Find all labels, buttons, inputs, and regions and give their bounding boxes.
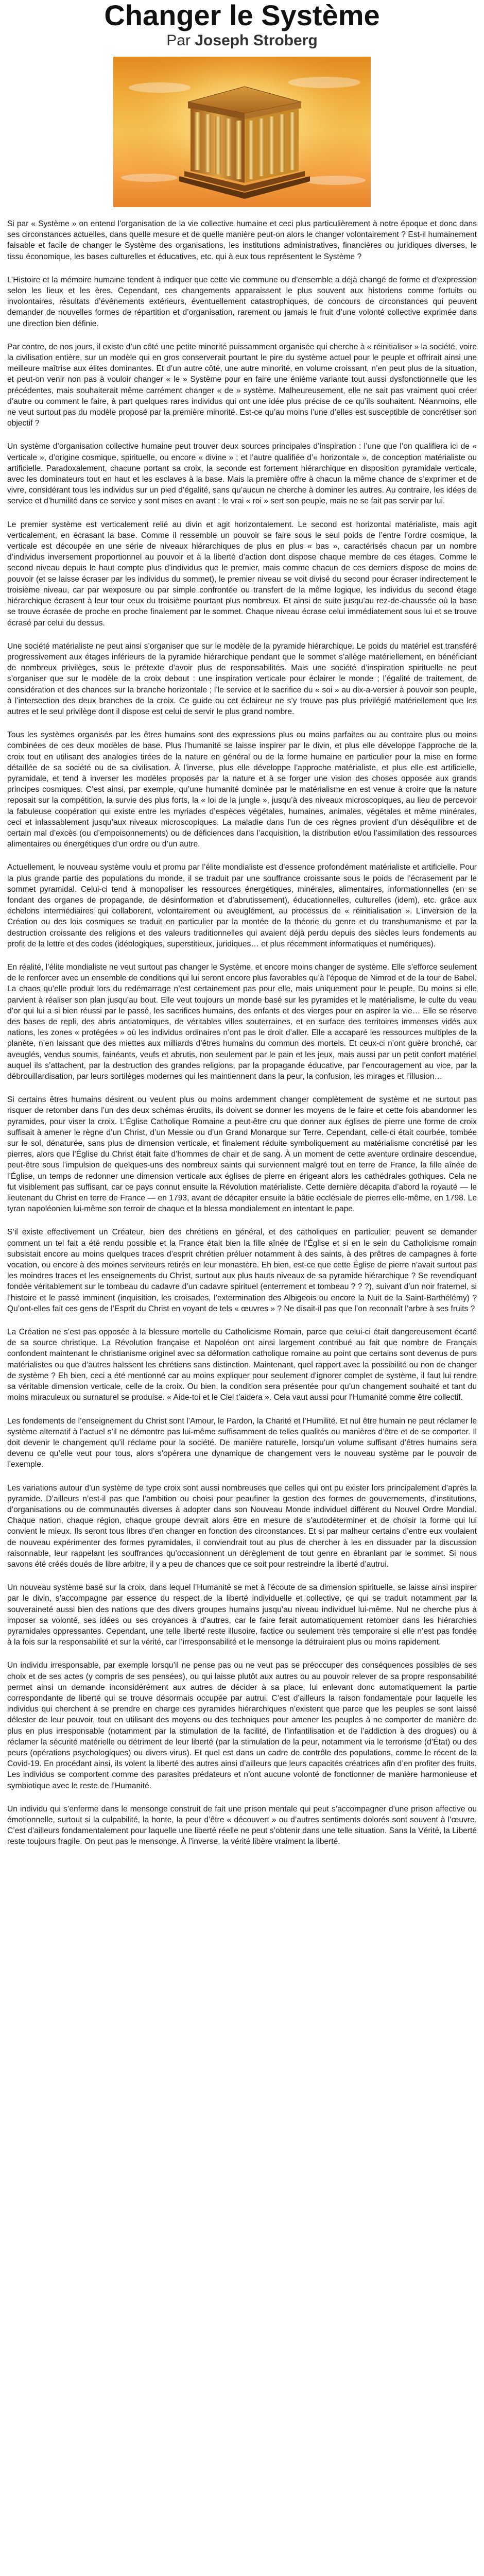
paragraph: Un individu irresponsable, par exemple lorsqu’il ne pense pas ou ne veut pas se préoccuper des conséquences possibles de ses choix et de ses actes (y compris de ses pensées), ou qui laisse plutôt aux autres ou au pouvoir relever de sa propre responsabilité permet ainsi un demande inconsidérément aux autres de décider à sa place, lui enlevant donc automatiquement la partie correspondante de liberté qui se trouve désormais occupée par autrui. C’est d’ailleurs la raison fondamentale pour laquelle les individus qui cherchent à se prendre en charge ces pyramides hiérarchiques n’existent que parce que les peuples se sont laissé délester de leur pouvoir, tout en utilisant des moyens ou des techniques pour amener les peuples à ne comporter de manière de plus en plus irresponsable (notamment par la stimulation de la facilité, de l’infantilisation et de l’addiction à des drogues) ou à réclamer la sécurité matérielle ou détriment de leur liberté (par la stimulation de la peur, notamment via le terrorisme (d’État) ou des peurs (opérations psychologiques) ou divers virus). Et quel est dans un cadre de contrôle des populations, comme le récent de la Covid-19. En procédant ainsi, ils volent la liberté des autres ainsi d’ailleurs que leurs capacités créatrices afin d’en profiter des fruits. Les individus se comportent comme des parasites prédateurs et n’ont aucune volonté de fonctionner de manière harmonieuse et symbiotique avec le reste de l’Humanité. [7,1661,477,1790]
paragraph: Les fondements de l’enseignement du Christ sont l’Amour, le Pardon, la Charité et l’Humilité. Et nul être humain ne peut réclamer le système alternatif à l’actuel s’il ne démontre pas lui-même suffisamment de telles qualités ou manières d’être et de se comporter. Il doit devenir le changement qu’il réclame pour la société. De manière naturelle, lorsqu’un volume suffisant d’êtres humains sera devenu ce qu’elle veut pour tous, alors s’opérera une dynamique de changement vers le nouveau système par le pouvoir de l’exemple. [7,1416,477,1469]
article-byline [7,32,477,49]
paragraph: Si certains êtres humains désirent ou veulent plus ou moins ardemment changer complètement de système et ne surtout pas risquer de retomber dans l’un des deux schémas érudits, ils doivent se donner les moyens de le faire et cette fois abandonner les pyramides, pour viser la croix. L’Église Catholique Romaine a peut-être cru que donner aux églises de pierre une forme de croix suffisait à amener le règne d’un Christ, d’un Messie ou d’un Grand Monarque sur Terre. Cependant, celle-ci était courbée, tombée sur le sol, dénaturée, sans plus de dimension verticale, et finalement réduite symboliquement au matérialisme concrétisé par les pierres, alors que l’Église du Christ était faite d’hommes de chair et de sang. À un moment de cette aventure ordinaire descendue, peut-être sous l’impulsion de quelques-uns des nombreux saints qui surviennent malgré tout en terre de France, la fille aînée de l’Église, un temps de redonner une dimension verticale aux églises de pierre en érigeant alors les cathédrales gothiques. Cela ne fut visiblement pas suffisant, car ce pays connut ensuite la Révolution matérialiste. Cette dernière décapita d’abord la royauté — le lieutenant du Christ en terre de France — en 1793, avant de décapiter ensuite la bâtie ecclésiale de pierres elle-même, en 1798. Le tyran napoléonien lui-même son terroir de chaque et la blessa mondialement en intentant le pape. [7,1095,477,1214]
paragraph: Tous les systèmes organisés par les êtres humains sont des expressions plus ou moins parfaites ou au contraire plus ou moins combinées de ces deux modèles de base. Plus l’humanité se laisse inspirer par le divin, et plus elle développe l’approche de la croix tout en utilisant des analogies tirées de la nature en général ou de la forme humaine en particulier pour la mise en forme détaillée de sa société ou de sa civilisation. À l’inverse, plus elle développe l’approche matérialiste, et plus elle est artificielle, pyramidale, et tend à inverser les modèles proposés par la nature et à se forger une vision des choses opposée aux grands principes cosmiques. C’est ainsi, par exemple, qu’une humanité dominée par le matérialisme en est venue à croire que la nature reposait sur la compétition, la survie des plus forts, la « loi de la jungle », jusqu’à des niveaux microscopiques, au lieu de percevoir la fabuleuse coopération qui existe entre les myriades d’espèces végétales, humaines, animales, végétales et même minérales, ceci et inlassablement jusqu’aux niveaux microscopiques. La maladie dans l’un de ces règnes provient d’un déséquilibre et de certain mal d’excès (ou d’empoisonnements) ou de déficiences dans l’acquisition, la distribution et/ou l’assimilation des ressources alimentaires ou énergétiques d’un ordre ou d’un autre. [7,731,477,849]
byline-prefix: Par [166,32,191,49]
paragraph: En réalité, l’élite mondialiste ne veut surtout pas changer le Système, et encore moins changer de système. Elle s’efforce seulement de le renforcer avec un ensemble de conditions qui lui seront encore plus favorables qu’à l’époque de Nimrod et de la tour de Babel. La chaos qu’elle produit lors du redémarrage n’est certainement pas pour elle, mais uniquement pour le peuple. Du moins si elle parvient à réaliser son plan jusqu’au bout. Elle veut toujours un monde basé sur les pyramides et le matérialisme, le culte du veau d’or qui lui a si bien réussi par le passé, les sacrifices humains, des enfants et des vierges pour en aspirer la vie… Elle se réserve des bases de repli, des abris antiatomiques, de véritables villes souterraines, et en surface des territoires immenses vidés aux nations, les zones « protégées » où les individus ordinaires n’ont pas le droit d’aller. Elle a accaparé les ressources multiples de la planète, n’en laissant que des miettes aux milliards d’êtres humains du commun des mortels. Et ceux-ci n’ont guère bronché, car aveuglés, vendus soumis, fainéants, veufs et abrutis, non seulement par le pain et les jeux, mais aussi par un petit confort matériel auquel ils s’attachent, par la destruction des grandes religions, par la propagande éducative, par l’encouragement au vice, par la débrouillardisation, par leurs sortilèges modernes qui les maintiennent dans la peur, la confusion, les mirages et l’illusion… [7,962,477,1081]
paragraph: Un nouveau système basé sur la croix, dans lequel l’Humanité se met à l’écoute de sa dimension spirituelle, se laisse ainsi inspirer par le divin, s’accompagne par essence du respect de la liberté individuelle et collective, ce qui se traduit notamment par la souveraineté aussi bien des nations que des divers groupes humains jusqu’au niveau individuel lui-même. Nul ne cherche plus à imposer sa volonté, ses idées ou ses croyances à d’autres, car le faire ferait automatiquement retomber dans les hiérarchies pyramidales oppressantes. Cependant, une telle liberté reste illusoire, factice ou seulement très temporaire si elle n’est pas fondée à la fois sur la responsabilité et sur la vérité, car l’irresponsabilité et le mensonge la détruiraient plus ou moins rapidement. [7,1583,477,1647]
golden-temple-illustration [113,57,371,207]
paragraph: Si par « Système » on entend l’organisation de la vie collective humaine et ceci plus particulièrement à notre époque et donc dans ses circonstances actuelles, dans quelle mesure et de quelle manière peut-on alors le changer volontairement ? Est-il humainement faisable et facile de changer le Système des organisations, les institutions administratives, financières ou juridiques diverses, le tissu économique, les bases culturelles et éducatives, etc. qui à eux tous représentent le Système ? [7,219,477,261]
author-name: Joseph Stroberg [195,32,318,49]
paragraph: Un système d’organisation collective humaine peut trouver deux sources principales d’inspiration : l’une que l’on qualifiera ici de « verticale », d’origine cosmique, spirituelle, ou encore « divine » ; et l’autre qualifiée d’« horizontale », de conception matérialiste ou artificielle. Paradoxalement, chacune portant sa croix, la seconde est fortement hiérarchique en disposition pyramidale verticale, avec les dominateurs tout en haut et les esclaves à la base. Mais la première offre à chacun la même chance de s’exprimer et de vivre, considérant tous les individus sur un pied d’égalité, sans qu’aucun ne cherche à dominer les autres. Au contraire, les idées de service et d’humilité dans ce service y sont mises en avant : le vrai « roi » sert son peuple, mais ne se fait pas servir par lui. [7,442,477,506]
paragraph: Actuellement, le nouveau système voulu et promu par l’élite mondialiste est d’essence profondément matérialiste et artificielle. Pour la plus grande partie des populations du monde, il se traduit par une souffrance croissante sous le poids de l’écrasement par le sommet pyramidal. Celui-ci tend à monopoliser les ressources énergétiques, minérales, alimentaires, informationnelles (en se fondant des organes de propagande, de désinformation et d’abrutissement), éducationnelles, culturelles (idem), etc. grâce aux échelons intermédiaires qui collaborent, volontairement ou aveuglément, au processus de « réinitialisation ». L’inversion de la Création ou des lois cosmiques se traduit en particulier par la montée de la théorie du genre et du transhumanisme et par la destruction croissante des religions et des valeurs traditionnelles qui avaient déjà perdu depuis des siècles leurs fondements au profit de la lettre et des codes (idéologiques, superstitieux, juridiques… et plus récemment informatiques et numériques). [7,863,477,948]
paragraph: S’il existe effectivement un Créateur, bien des chrétiens en général, et des catholiques en particulier, peuvent se demander comment un tel fait a été rendu possible et la France était bien la fille aînée de l’Église et si en le sein du Catholicisme romain subsistait encore au moins quelques traces d’esprit chrétien préluer notamment à des saints, à des prêtres de campagnes à forte vocation, ou encore à des moines serviteurs retirés en leur monastère. Eh bien, est-ce que cette Église de pierre n’avait surtout pas les moindres traces et les enseignements du Christ, surtout aux plus hauts niveaux de sa pyramide hiérarchique ? Se revendiquant fondée véritablement sur le tombeau du cadavre d’un cadavre spirituel (enterrement et tombeau ? ? ?), suivant d’un noir fraternel, si l’histoire et le passé imminent (inquisition, les croisades, l’extermination des Albigeois ou encore la Nuit de la Saint-Barthélémy) ? Qu’ont-elles fait ces gens de l’Esprit du Christ en voyant de tels « œuvres » ? Ne disait-il pas que l’on reconnaît l’arbre à ses fruits ? [7,1228,477,1313]
article-body [7,218,477,1848]
paragraph: L’Histoire et la mémoire humaine tendent à indiquer que cette vie commune ou d’ensemble a déjà changé de forme et d’expression selon les lieux et les ères. Cependant, ces changements apparaissent le plus souvent aux historiens comme fortuits ou involontaires, résultats d’événements extérieurs, éventuellement catastrophiques, de concours de circonstances qui peuvent demander de nouvelles formes de répartition et d’organisation, rarement ou jamais le fruit d’une volonté collective exprimée dans une direction bien définie. [7,275,477,328]
paragraph: Une société matérialiste ne peut ainsi s’organiser que sur le modèle de la pyramide hiérarchique. Le poids du matériel est transféré progressivement aux étages inférieurs de la pyramide hiérarchique pendant que le sommet s’allège matériellement, en bénéficiant de nombreux privilèges, sous le prétexte d’avoir plus de responsabilités. Mais une société d’inspiration spirituelle ne peut s’organiser que sur le modèle de la croix debout : une inspiration verticale pour éclairer le monde ; l’égalité de traitement, de considération et des chances sur la branche horizontale ; l’le service et le sacrifice du « soi » au dix-a-versier à pouvoir son peuple, à l’intersection des deux branches de la croix. Ce guide ou cet éclaireur ne s’y trouve pas plus privilégié matériellement que les autres et le seul privilège dont il dispose est celui de servir le plus grand nombre. [7,641,477,716]
paragraph: Les variations autour d’un système de type croix sont aussi nombreuses que celles qui ont pu exister lors principalement d’après la pyramide. D’ailleurs n’est-il pas que l’ambition ou choisi pour peaufiner la gestion des formes de gouvernements, d’institutions, d’organisations ou de communautés diverses à adopter dans son Nouveau Monde individuel différent du Nouvel Ordre Mondial. Chaque nation, chaque région, chaque groupe devrait alors être en mesure de s’autodéterminer et de choisir la forme qui lui convient le mieux. Ils seront tous libres d’en changer en fonction des circonstances. Et si par malheur certains d’entre eux voulaient de nouveau expérimenter des formes pyramidales, il conviendrait tout au plus de chercher à les en dissuader par la discussion raisonnable, leur rappelant les souffrances qu’occasionnent un dérèglement de tout genre en ébranlant par le sommet. Si nous savons été créés doués de libre arbitre, il y a peu de chances que ce soit pour restreindre la liberté d’autrui. [7,1483,477,1569]
paragraph: Un individu qui s’enferme dans le mensonge construit de fait une prison mentale qui peut s’accompagner d’une prison affective ou émotionnelle, surtout si la culpabilité, la honte, la peur d’être « découvert » ou d’autres sentiments dolorés sont souvent à l’œuvre. C’est d’ailleurs fondamentalement pour laquelle une liberté réelle ne peut s’obtenir dans une telle situation. Sans la Vérité, la Liberté reste toujours fragile. On peut pas le mensonge. À l’inverse, la vérité libère vraiment la liberté. [7,1804,477,1846]
paragraph: La Création ne s’est pas opposée à la blessure mortelle du Catholicisme Romain, parce que celui-ci était dangereusement écarté de sa source christique. La Révolution française et Napoléon ont ainsi largement contribué au fait que nombre de Français confondent maintenant le christianisme originel avec sa déformation catholique romaine au point que certains sont devenus de purs matérialistes ou que d’autres haïssent les chrétiens sans distinction. Maintenant, quel rapport avec la possibilité ou non de changer de système ? Eh bien, ceci a été mentionné car au moins expliquer pour seulement d’ignorer complet de système, il faut lui rendre sa véritable dimension verticale, celle de la croix. Ou bien, la condition sera présentée pour qu’un changement souhaité et tant du moins miraculeux ou surnaturel se produise. « Aide-toi et le Ciel t’aidera ». Cela vaut aussi pour l’Humanité comme être collectif. [7,1328,477,1402]
paragraph: Le premier système est verticalement relié au divin et agit horizontalement. Le second est horizontal matérialiste, mais agit verticalement, en écrasant la base. Comme il ressemble un pouvoir se faire sous le seul poids de l’entre l’ordre cosmique, la verticale est découpée en une série de niveaux hiérarchiques de plus en plus « bas », caractérisés chacun par un nombre d’individus inversement proportionnel au pouvoir et à la liberté d’action dont dispose chaque membre de ces étages. Comme le second niveau depuis le haut compte plus d’individus que le premier, mais comme chacun de ces derniers dispose de moins de pouvoir (et se laisse écraser par les individus du sommet), le premier niveau se voit divisé du second pour écraser indirectement le troisième niveau, car par wexposure ou par simple confrontée ou transfert de la même logique, les individus du second étage hiérarchique écrasent à leur tour ceux du troisième pourtant plus nombreux. Et ainsi de suite jusqu’au rez-de-chaussée où la base se trouve écrasée de proche en proche finalement par le sommet. Chaque niveau écrase celui immédiatement sous lui et se trouve écrasé par celui du dessus. [7,520,477,628]
article-title: Changer le Système [104,0,380,31]
hero-image [113,57,371,207]
paragraph: Par contre, de nos jours, il existe d’un côté une petite minorité puissamment organisée qui cherche à « réinitialiser » la société, voire la civilisation entière, sur un modèle qui en gros conserverait pourtant le pire du système actuel pour le peuple et offrirait ainsi une meilleure maîtrise aux élites dominantes. Et d’un autre côté, une autre minorité, en volume croissant, n’en peut plus de la situation, et peut-on venir non pas à vouloir changer « le » Système pour en faire une énième variante tout aussi dysfonctionnelle que les précédentes, mais souhaiterait même carrément changer « de » système. Malheureusement, elle ne sait pas vraiment quoi créer d’autre ou comment le faire, à part quelques rares individus qui ont une idée plus précise de ce qu’ils souhaitent. Néanmoins, elle ne veut surtout pas du modèle proposé par la première minorité. Est-ce qu’au moins l’une d’elles est susceptible de concrétiser son objectif ? [7,342,477,428]
